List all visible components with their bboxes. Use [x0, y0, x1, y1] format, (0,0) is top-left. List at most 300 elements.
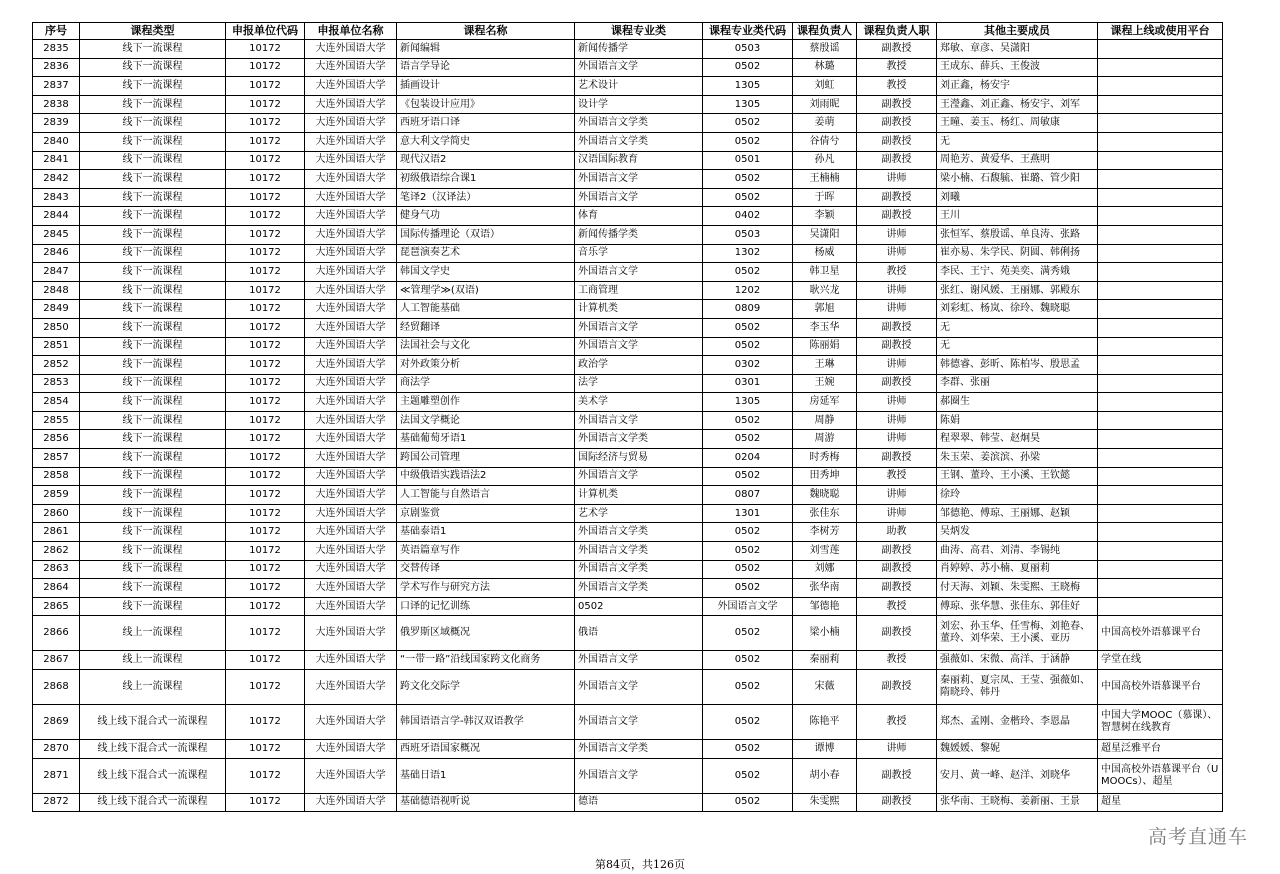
cell-unit-name: 大连外国语大学: [305, 114, 397, 133]
cell-lead: 邹德艳: [793, 597, 857, 616]
cell-course-name: 主题雕塑创作: [397, 393, 575, 412]
cell-course-type: 线下一流课程: [80, 430, 226, 449]
cell-index: 2867: [33, 651, 80, 670]
cell-major-category: 外国语言文学: [575, 705, 703, 740]
cell-members: 周艳芳、黄爱华、王燕明: [937, 151, 1098, 170]
cell-lead-title: 讲师: [857, 740, 937, 759]
cell-unit-code: 10172: [226, 560, 305, 579]
cell-platform: [1098, 95, 1223, 114]
cell-index: 2843: [33, 188, 80, 207]
cell-major-category: 外国语言文学类: [575, 560, 703, 579]
table-row: [33, 597, 1223, 616]
cell-lead-title: 讲师: [857, 504, 937, 523]
cell-members: 安月、黄一峰、赵洋、刘晓华: [937, 758, 1098, 793]
cell-lead-title: 副教授: [857, 579, 937, 598]
cell-lead: 宋薇: [793, 670, 857, 705]
cell-index: 2861: [33, 523, 80, 542]
cell-lead: 陈艳平: [793, 705, 857, 740]
cell-unit-code: 10172: [226, 430, 305, 449]
cell-index: 2857: [33, 449, 80, 468]
cell-course-type: 线上一流课程: [80, 616, 226, 651]
cell-unit-name: 大连外国语大学: [305, 281, 397, 300]
table-row: [33, 151, 1223, 170]
cell-index: 2847: [33, 263, 80, 282]
cell-index: 2840: [33, 132, 80, 151]
cell-members: 付天海、刘颖、朱雯熙、王晓梅: [937, 579, 1098, 598]
cell-major-code: 0503: [703, 40, 793, 59]
cell-major-code: 0502: [703, 542, 793, 561]
cell-lead: 于晖: [793, 188, 857, 207]
table-row: [33, 337, 1223, 356]
cell-lead-title: 讲师: [857, 225, 937, 244]
cell-unit-code: 10172: [226, 504, 305, 523]
cell-course-name: 国际传播理论（双语）: [397, 225, 575, 244]
cell-unit-name: 大连外国语大学: [305, 560, 397, 579]
cell-lead-title: 教授: [857, 705, 937, 740]
cell-course-type: 线下一流课程: [80, 300, 226, 319]
cell-course-type: 线下一流课程: [80, 523, 226, 542]
cell-lead: 秦丽莉: [793, 651, 857, 670]
cell-platform: [1098, 504, 1223, 523]
cell-major-code: 0502: [703, 430, 793, 449]
cell-course-name: ≪管理学≫(双语): [397, 281, 575, 300]
cell-unit-code: 10172: [226, 318, 305, 337]
cell-major-category: 新闻传播学: [575, 40, 703, 59]
cell-course-name: 插画设计: [397, 77, 575, 96]
cell-unit-name: 大连外国语大学: [305, 670, 397, 705]
cell-members: 张华南、王晓梅、姜新丽、王景: [937, 793, 1098, 812]
cell-platform: [1098, 523, 1223, 542]
table-row: [33, 504, 1223, 523]
cell-course-type: 线下一流课程: [80, 58, 226, 77]
cell-unit-code: 10172: [226, 651, 305, 670]
cell-course-name: 对外政策分析: [397, 356, 575, 375]
cell-index: 2835: [33, 40, 80, 59]
cell-index: 2870: [33, 740, 80, 759]
cell-unit-name: 大连外国语大学: [305, 467, 397, 486]
cell-unit-name: 大连外国语大学: [305, 263, 397, 282]
cell-major-code: 0301: [703, 374, 793, 393]
cell-major-code: 1202: [703, 281, 793, 300]
cell-index: 2846: [33, 244, 80, 263]
cell-members: 魏媛媛、黎妮: [937, 740, 1098, 759]
cell-lead-title: 副教授: [857, 542, 937, 561]
cell-unit-name: 大连外国语大学: [305, 356, 397, 375]
cell-course-name: 英语篇章写作: [397, 542, 575, 561]
cell-major-category: 0502: [575, 597, 703, 616]
cell-platform: [1098, 114, 1223, 133]
cell-lead: 蔡殷谣: [793, 40, 857, 59]
cell-index: 2871: [33, 758, 80, 793]
cell-index: 2842: [33, 170, 80, 189]
cell-lead: 刘雪莲: [793, 542, 857, 561]
cell-lead: 刘虹: [793, 77, 857, 96]
table-row: [33, 374, 1223, 393]
cell-platform: [1098, 393, 1223, 412]
cell-lead: 张华南: [793, 579, 857, 598]
cell-unit-code: 10172: [226, 705, 305, 740]
cell-lead: 周静: [793, 411, 857, 430]
cell-major-code: 0502: [703, 318, 793, 337]
cell-unit-name: 大连外国语大学: [305, 597, 397, 616]
cell-index: 2869: [33, 705, 80, 740]
cell-course-name: 韩国文学史: [397, 263, 575, 282]
cell-unit-name: 大连外国语大学: [305, 542, 397, 561]
cell-lead: 周游: [793, 430, 857, 449]
cell-platform: [1098, 207, 1223, 226]
cell-members: 韩德睿、彭昕、陈柏岑、殷思孟: [937, 356, 1098, 375]
cell-course-type: 线下一流课程: [80, 374, 226, 393]
table-row: [33, 393, 1223, 412]
table-row: [33, 281, 1223, 300]
cell-index: 2850: [33, 318, 80, 337]
table-row: [33, 411, 1223, 430]
cell-course-type: 线下一流课程: [80, 40, 226, 59]
cell-index: 2860: [33, 504, 80, 523]
table-row: [33, 318, 1223, 337]
cell-index: 2853: [33, 374, 80, 393]
header-major-code: 课程专业类代码: [703, 23, 793, 40]
cell-major-category: 外国语言文学: [575, 670, 703, 705]
cell-lead-title: 副教授: [857, 616, 937, 651]
cell-major-category: 汉语国际教育: [575, 151, 703, 170]
cell-major-category: 外国语言文学类: [575, 114, 703, 133]
table-row: [33, 244, 1223, 263]
cell-index: 2866: [33, 616, 80, 651]
cell-major-code: 0502: [703, 560, 793, 579]
cell-major-code: 0501: [703, 151, 793, 170]
cell-lead-title: 讲师: [857, 244, 937, 263]
cell-platform: 中国高校外语慕课平台（UMOOCs）、超星: [1098, 758, 1223, 793]
cell-lead-title: 副教授: [857, 188, 937, 207]
cell-lead-title: 讲师: [857, 411, 937, 430]
cell-unit-name: 大连外国语大学: [305, 207, 397, 226]
cell-major-category: 新闻传播学类: [575, 225, 703, 244]
cell-major-code: 0502: [703, 411, 793, 430]
cell-unit-name: 大连外国语大学: [305, 651, 397, 670]
cell-major-code: 0502: [703, 616, 793, 651]
cell-platform: [1098, 263, 1223, 282]
cell-unit-code: 10172: [226, 486, 305, 505]
header-major-category: 课程专业类: [575, 23, 703, 40]
cell-major-category: 设计学: [575, 95, 703, 114]
table-row: [33, 670, 1223, 705]
cell-members: 刘正鑫，杨安宇: [937, 77, 1098, 96]
cell-lead: 姜萌: [793, 114, 857, 133]
cell-index: 2856: [33, 430, 80, 449]
cell-lead-title: 讲师: [857, 393, 937, 412]
cell-course-type: 线下一流课程: [80, 188, 226, 207]
cell-unit-name: 大连外国语大学: [305, 374, 397, 393]
cell-course-type: 线上线下混合式一流课程: [80, 758, 226, 793]
cell-course-type: 线上线下混合式一流课程: [80, 705, 226, 740]
cell-members: 王成东、薛兵、王俊波: [937, 58, 1098, 77]
cell-unit-name: 大连外国语大学: [305, 740, 397, 759]
cell-members: 徐玲: [937, 486, 1098, 505]
cell-members: 刘曦: [937, 188, 1098, 207]
cell-lead-title: 讲师: [857, 281, 937, 300]
cell-members: 无: [937, 132, 1098, 151]
cell-major-code: 0503: [703, 225, 793, 244]
cell-unit-code: 10172: [226, 170, 305, 189]
cell-unit-code: 10172: [226, 114, 305, 133]
cell-platform: [1098, 411, 1223, 430]
cell-unit-code: 10172: [226, 207, 305, 226]
cell-lead: 李颖: [793, 207, 857, 226]
cell-major-code: 0402: [703, 207, 793, 226]
cell-unit-code: 10172: [226, 77, 305, 96]
cell-unit-name: 大连外国语大学: [305, 504, 397, 523]
cell-lead: 谭博: [793, 740, 857, 759]
cell-unit-code: 10172: [226, 374, 305, 393]
cell-major-code: 0502: [703, 740, 793, 759]
cell-major-code: 0502: [703, 170, 793, 189]
cell-platform: [1098, 542, 1223, 561]
cell-unit-code: 10172: [226, 579, 305, 598]
cell-course-type: 线下一流课程: [80, 132, 226, 151]
table-row: [33, 40, 1223, 59]
table-row: [33, 225, 1223, 244]
cell-course-name: 西班牙语口译: [397, 114, 575, 133]
cell-course-type: 线下一流课程: [80, 356, 226, 375]
cell-index: 2858: [33, 467, 80, 486]
cell-unit-code: 10172: [226, 758, 305, 793]
table-row: [33, 793, 1223, 812]
cell-platform: [1098, 188, 1223, 207]
cell-lead: 刘雨昵: [793, 95, 857, 114]
cell-course-name: 语言学导论: [397, 58, 575, 77]
cell-members: 王川: [937, 207, 1098, 226]
cell-course-type: 线上线下混合式一流课程: [80, 793, 226, 812]
cell-platform: 超星泛雅平台: [1098, 740, 1223, 759]
cell-lead-title: 副教授: [857, 449, 937, 468]
table-row: [33, 263, 1223, 282]
cell-platform: [1098, 356, 1223, 375]
header-platform: 课程上线或使用平台: [1098, 23, 1223, 40]
cell-course-type: 线下一流课程: [80, 504, 226, 523]
cell-major-code: 外国语言文学: [703, 597, 793, 616]
table-header-row: [33, 23, 1223, 40]
table-row: [33, 740, 1223, 759]
page-footer: 第84页，共126页: [595, 858, 685, 871]
cell-unit-code: 10172: [226, 740, 305, 759]
cell-course-type: 线上线下混合式一流课程: [80, 740, 226, 759]
cell-course-name: 跨国公司管理: [397, 449, 575, 468]
cell-unit-name: 大连外国语大学: [305, 318, 397, 337]
cell-unit-code: 10172: [226, 467, 305, 486]
cell-members: 梁小楠、石馥毓、崔璐、管少阳: [937, 170, 1098, 189]
header-unit-name: 申报单位名称: [305, 23, 397, 40]
cell-index: 2849: [33, 300, 80, 319]
cell-members: 吴炳发: [937, 523, 1098, 542]
cell-unit-code: 10172: [226, 132, 305, 151]
table-row: [33, 95, 1223, 114]
cell-members: 郑敏、章彦、吴潇阳: [937, 40, 1098, 59]
cell-unit-code: 10172: [226, 281, 305, 300]
cell-platform: [1098, 40, 1223, 59]
cell-course-name: 基础泰语1: [397, 523, 575, 542]
cell-lead: 王楠楠: [793, 170, 857, 189]
cell-unit-code: 10172: [226, 300, 305, 319]
cell-unit-name: 大连外国语大学: [305, 793, 397, 812]
cell-index: 2837: [33, 77, 80, 96]
cell-major-category: 俄语: [575, 616, 703, 651]
cell-unit-name: 大连外国语大学: [305, 449, 397, 468]
cell-course-type: 线下一流课程: [80, 560, 226, 579]
cell-lead-title: 副教授: [857, 40, 937, 59]
cell-unit-code: 10172: [226, 793, 305, 812]
cell-major-code: 0502: [703, 188, 793, 207]
cell-index: 2859: [33, 486, 80, 505]
table-row: [33, 170, 1223, 189]
cell-major-category: 外国语言文学: [575, 170, 703, 189]
cell-unit-code: 10172: [226, 523, 305, 542]
cell-unit-name: 大连外国语大学: [305, 170, 397, 189]
cell-major-category: 外国语言文学类: [575, 132, 703, 151]
cell-major-category: 外国语言文学类: [575, 579, 703, 598]
cell-platform: [1098, 244, 1223, 263]
cell-course-type: 线下一流课程: [80, 281, 226, 300]
cell-platform: 中国高校外语慕课平台: [1098, 670, 1223, 705]
cell-major-category: 美术学: [575, 393, 703, 412]
cell-index: 2862: [33, 542, 80, 561]
cell-lead-title: 副教授: [857, 318, 937, 337]
cell-major-code: 0502: [703, 132, 793, 151]
cell-members: 秦丽莉、夏宗凤、王莹、强薇如、隋晓玲、韩丹: [937, 670, 1098, 705]
cell-major-code: 1305: [703, 95, 793, 114]
cell-lead: 时秀梅: [793, 449, 857, 468]
cell-index: 2854: [33, 393, 80, 412]
cell-platform: [1098, 486, 1223, 505]
cell-course-type: 线下一流课程: [80, 244, 226, 263]
cell-course-name: 西班牙语国家概况: [397, 740, 575, 759]
cell-unit-code: 10172: [226, 616, 305, 651]
table-row: [33, 758, 1223, 793]
cell-major-category: 外国语言文学: [575, 467, 703, 486]
table-row: [33, 467, 1223, 486]
cell-unit-code: 10172: [226, 58, 305, 77]
cell-unit-name: 大连外国语大学: [305, 411, 397, 430]
cell-major-category: 外国语言文学: [575, 337, 703, 356]
cell-course-type: 线下一流课程: [80, 467, 226, 486]
cell-lead-title: 副教授: [857, 151, 937, 170]
cell-index: 2838: [33, 95, 80, 114]
cell-lead-title: 讲师: [857, 170, 937, 189]
cell-course-type: 线上一流课程: [80, 670, 226, 705]
cell-course-name: 人工智能基础: [397, 300, 575, 319]
cell-lead-title: 教授: [857, 263, 937, 282]
cell-lead-title: 副教授: [857, 337, 937, 356]
cell-platform: [1098, 170, 1223, 189]
cell-course-name: 口译的记忆训练: [397, 597, 575, 616]
cell-members: 王钢、董玲、王小溪、王钦懿: [937, 467, 1098, 486]
cell-course-name: 笔译2（汉译法）: [397, 188, 575, 207]
cell-course-type: 线下一流课程: [80, 486, 226, 505]
cell-lead-title: 副教授: [857, 374, 937, 393]
cell-unit-name: 大连外国语大学: [305, 132, 397, 151]
cell-course-name: 商法学: [397, 374, 575, 393]
cell-unit-name: 大连外国语大学: [305, 77, 397, 96]
cell-major-category: 外国语言文学: [575, 758, 703, 793]
cell-major-category: 外国语言文学类: [575, 542, 703, 561]
cell-major-code: 0502: [703, 651, 793, 670]
cell-lead-title: 讲师: [857, 356, 937, 375]
cell-unit-code: 10172: [226, 95, 305, 114]
cell-course-type: 线下一流课程: [80, 449, 226, 468]
cell-unit-name: 大连外国语大学: [305, 337, 397, 356]
cell-major-code: 0809: [703, 300, 793, 319]
table-row: [33, 560, 1223, 579]
cell-major-category: 外国语言文学: [575, 651, 703, 670]
cell-platform: [1098, 281, 1223, 300]
cell-course-type: 线下一流课程: [80, 318, 226, 337]
cell-lead: 田秀坤: [793, 467, 857, 486]
cell-unit-code: 10172: [226, 670, 305, 705]
cell-lead: 李玉华: [793, 318, 857, 337]
cell-members: 邹德艳、傅琼、王丽娜、赵颖: [937, 504, 1098, 523]
cell-major-category: 外国语言文学类: [575, 430, 703, 449]
cell-unit-code: 10172: [226, 597, 305, 616]
cell-lead-title: 教授: [857, 77, 937, 96]
cell-major-code: 0502: [703, 670, 793, 705]
cell-lead-title: 教授: [857, 58, 937, 77]
cell-major-code: 0502: [703, 793, 793, 812]
table-row: [33, 300, 1223, 319]
cell-platform: [1098, 151, 1223, 170]
cell-unit-code: 10172: [226, 393, 305, 412]
cell-members: 曲涛、高君、刘清、李锡纯: [937, 542, 1098, 561]
cell-course-type: 线下一流课程: [80, 170, 226, 189]
cell-lead: 王婉: [793, 374, 857, 393]
cell-index: 2864: [33, 579, 80, 598]
cell-unit-code: 10172: [226, 337, 305, 356]
cell-index: 2839: [33, 114, 80, 133]
cell-lead-title: 助教: [857, 523, 937, 542]
table-row: [33, 651, 1223, 670]
cell-lead: 刘娜: [793, 560, 857, 579]
cell-major-code: 0502: [703, 263, 793, 282]
cell-course-name: 法国文学概论: [397, 411, 575, 430]
cell-course-name: 经贸翻译: [397, 318, 575, 337]
cell-index: 2841: [33, 151, 80, 170]
cell-unit-code: 10172: [226, 263, 305, 282]
cell-course-type: 线下一流课程: [80, 337, 226, 356]
cell-members: 陈娟: [937, 411, 1098, 430]
cell-unit-name: 大连外国语大学: [305, 225, 397, 244]
cell-platform: [1098, 597, 1223, 616]
header-unit-code: 申报单位代码: [226, 23, 305, 40]
cell-unit-name: 大连外国语大学: [305, 95, 397, 114]
cell-unit-code: 10172: [226, 188, 305, 207]
cell-course-type: 线下一流课程: [80, 151, 226, 170]
cell-course-type: 线下一流课程: [80, 263, 226, 282]
cell-platform: [1098, 467, 1223, 486]
cell-unit-name: 大连外国语大学: [305, 40, 397, 59]
cell-lead: 梁小楠: [793, 616, 857, 651]
cell-course-name: “一带一路”沿线国家跨文化商务: [397, 651, 575, 670]
header-course-name: 课程名称: [397, 23, 575, 40]
cell-major-code: 0807: [703, 486, 793, 505]
cell-major-code: 1301: [703, 504, 793, 523]
cell-lead: 郭旭: [793, 300, 857, 319]
cell-lead-title: 副教授: [857, 758, 937, 793]
table-row: [33, 114, 1223, 133]
cell-members: 崔亦易、朱学民、阴圆、韩俐扬: [937, 244, 1098, 263]
cell-major-category: 艺术设计: [575, 77, 703, 96]
table-row: [33, 77, 1223, 96]
cell-course-name: 人工智能与自然语言: [397, 486, 575, 505]
cell-lead: 王琳: [793, 356, 857, 375]
